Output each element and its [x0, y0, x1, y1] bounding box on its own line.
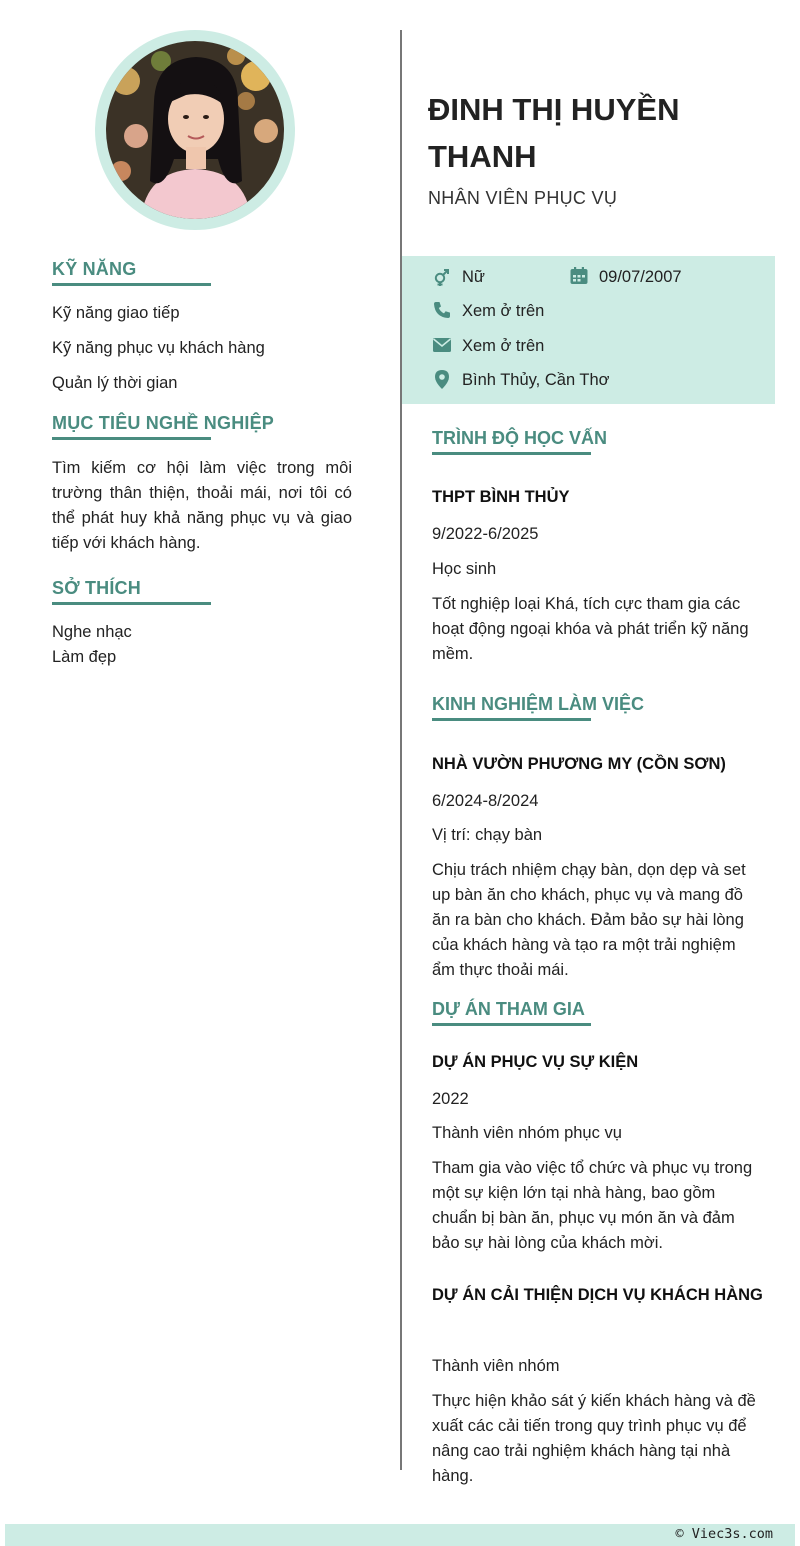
address-value: Bình Thủy, Cần Thơ: [462, 371, 610, 389]
location-pin-icon: [432, 369, 452, 389]
hobbies-title: SỞ THÍCH: [52, 578, 141, 598]
education-title: TRÌNH ĐỘ HỌC VẤN: [432, 428, 607, 448]
project-name: DỰ ÁN PHỤC VỤ SỰ KIỆN: [432, 1053, 639, 1071]
education-description: Tốt nghiệp loại Khá, tích cực tham gia các hoạt động ngoại khóa và phát triển kỹ năng mềm.: [432, 595, 749, 663]
objective-title: MỤC TIÊU NGHỀ NGHIỆP: [52, 413, 275, 433]
project-description: Tham gia vào việc tổ chức và phục vụ trong một sự kiện lớn tại nhà hàng, bao gồm chuẩn bị bàn ăn, phục vụ món ăn và đảm bảo sự hài lòng của khách mời.: [432, 1159, 753, 1252]
skills-title: KỸ NĂNG: [52, 259, 137, 279]
skill-item: Kỹ năng phục vụ khách hàng: [52, 339, 265, 357]
project-role: Thành viên nhóm phục vụ: [432, 1124, 622, 1142]
skill-item: Quản lý thời gian: [52, 374, 178, 392]
phone-icon: [432, 300, 452, 320]
skill-item: Kỹ năng giao tiếp: [52, 304, 180, 322]
experience-period: 6/2024-8/2024: [432, 792, 539, 810]
project-year: 2022: [432, 1090, 469, 1108]
experience-title: KINH NGHIỆM LÀM VIỆC: [432, 694, 645, 714]
birthday-value: 09/07/2007: [599, 268, 682, 286]
profile-photo: [106, 41, 284, 219]
email-icon: [432, 335, 452, 355]
experience-underline: [432, 718, 591, 721]
projects-title: DỰ ÁN THAM GIA: [432, 999, 585, 1019]
education-period: 9/2022-6/2025: [432, 525, 539, 543]
footer-copyright[interactable]: © Viec3s.com: [675, 1526, 773, 1542]
column-divider: [400, 30, 402, 1470]
experience-description: Chịu trách nhiệm chạy bàn, dọn dẹp và set up bàn ăn cho khách, phục vụ và mang đồ ăn ra bàn cho khách. Đảm bảo sự hài lòng của khách hàng và tạo ra một trải nghiệm ẩm thực thoải mái.: [432, 861, 746, 979]
calendar-icon: [569, 266, 589, 286]
education-role: Học sinh: [432, 560, 497, 578]
education-underline: [432, 452, 591, 455]
projects-underline: [432, 1023, 591, 1026]
experience-position: Vị trí: chạy bàn: [432, 826, 543, 844]
company-name: NHÀ VƯỜN PHƯƠNG MY (CỒN SƠN): [432, 755, 726, 773]
project-name: DỰ ÁN CẢI THIỆN DỊCH VỤ KHÁCH HÀNG: [432, 1286, 763, 1304]
job-title: NHÂN VIÊN PHỤC VỤ: [428, 188, 618, 208]
objective-text: Tìm kiếm cơ hội làm việc trong môi trường thân thiện, thoải mái, nơi tôi có thể phát huy khả năng phục vụ và giao tiếp với khách hàng.: [52, 459, 352, 552]
project-role: Thành viên nhóm: [432, 1357, 560, 1375]
gender-value: Nữ: [462, 268, 485, 286]
gender-icon: [432, 267, 452, 287]
hobby-item: Nghe nhạc: [52, 623, 132, 641]
skills-underline: [52, 283, 211, 286]
avatar: [106, 41, 284, 219]
school-name: THPT BÌNH THỦY: [432, 488, 570, 506]
avatar-ring: [95, 30, 295, 230]
project-description: Thực hiện khảo sát ý kiến khách hàng và đề xuất các cải tiến trong quy trình phục vụ để nâng cao trải nghiệm khách hàng tại nhà hàng.: [432, 1392, 756, 1485]
full-name: ĐINH THỊ HUYỀN THANH: [428, 92, 680, 174]
phone-value[interactable]: Xem ở trên: [462, 302, 545, 320]
hobbies-underline: [52, 602, 211, 605]
objective-underline: [52, 437, 211, 440]
hobby-item: Làm đẹp: [52, 648, 117, 666]
email-value[interactable]: Xem ở trên: [462, 337, 545, 355]
